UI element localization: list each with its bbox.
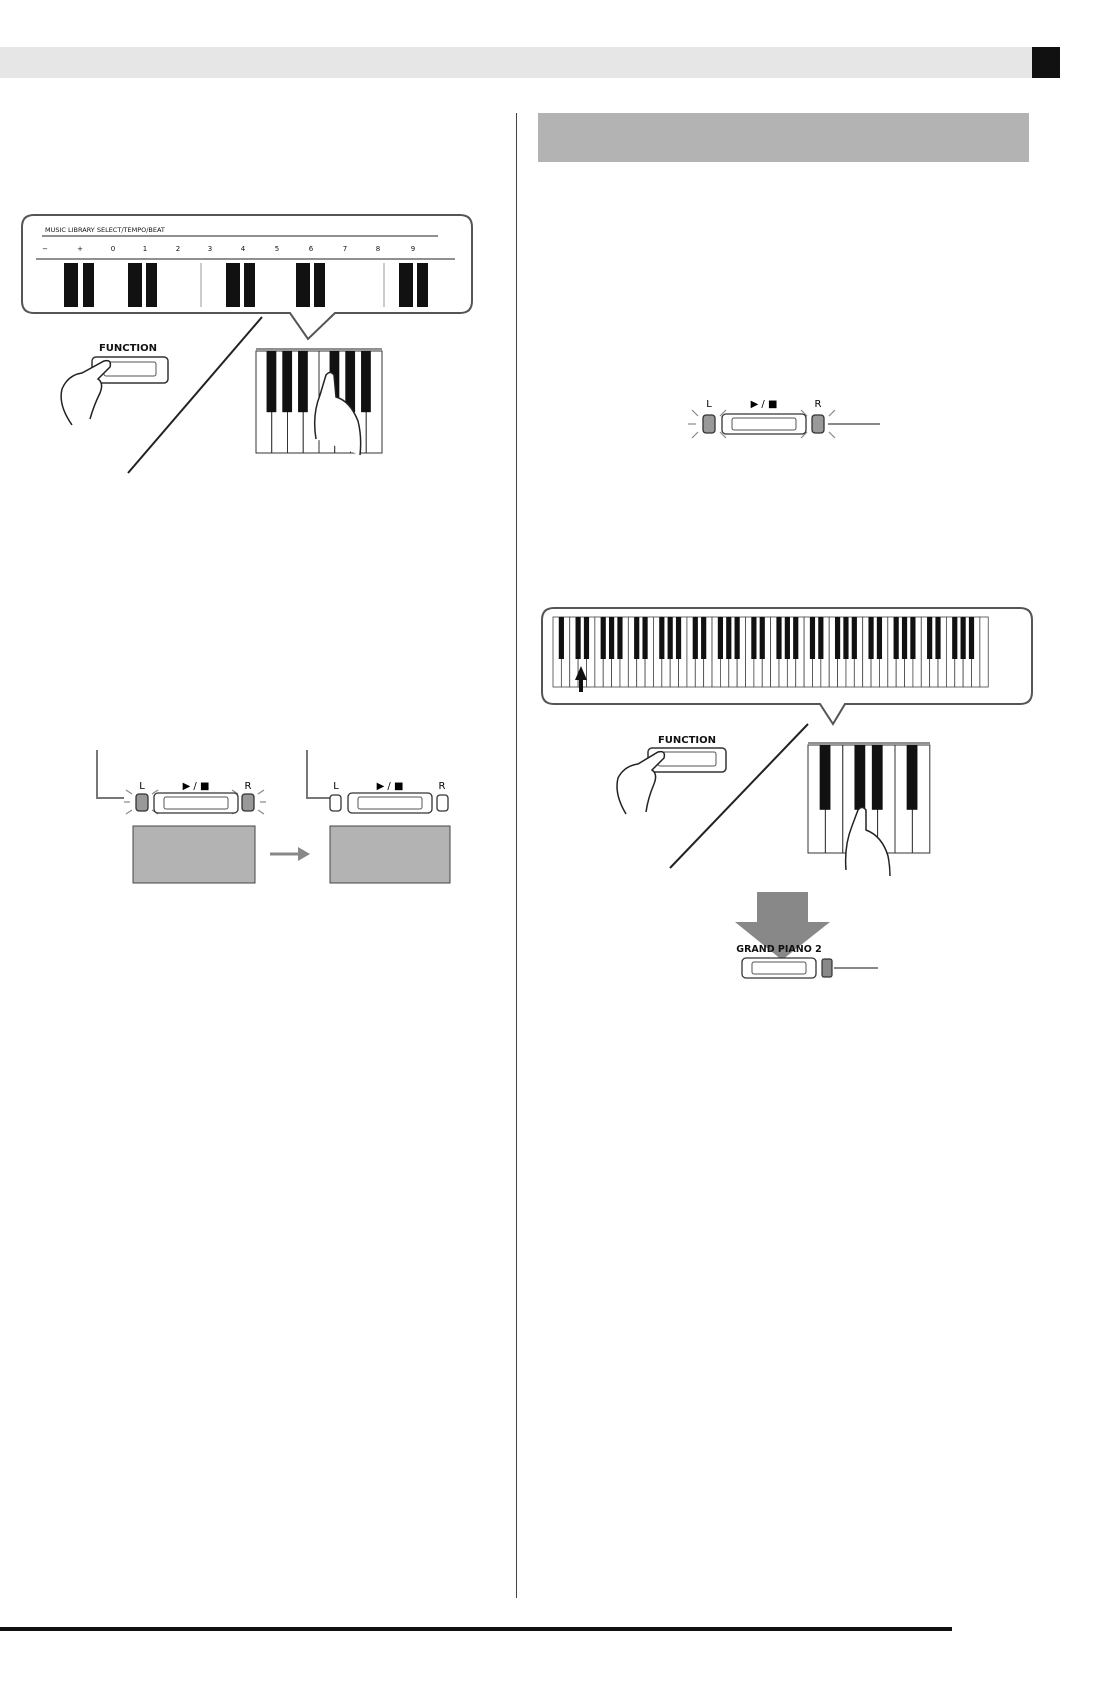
right-lamp (242, 794, 254, 811)
black-key (835, 617, 840, 659)
black-key (894, 617, 899, 659)
left-label: L (333, 781, 339, 792)
black-key (854, 745, 865, 810)
black-key (676, 617, 681, 659)
black-key (843, 617, 848, 659)
lr-blink-sequence (80, 740, 480, 890)
display-box-before (133, 826, 255, 883)
black-key (146, 263, 157, 307)
black-key (244, 263, 255, 307)
column-divider (516, 113, 517, 1598)
black-key (296, 263, 310, 307)
right-lamp (812, 415, 824, 433)
grand-piano-lamp (822, 959, 832, 977)
black-key (701, 617, 706, 659)
header-bar (0, 47, 1060, 78)
black-key (935, 617, 940, 659)
key-label: 7 (342, 245, 348, 253)
black-key (785, 617, 790, 659)
key-label: 0 (110, 245, 116, 253)
black-key (776, 617, 781, 659)
grand-piano-figure (730, 940, 910, 990)
black-key (64, 263, 78, 307)
key-label: 1 (142, 245, 148, 253)
black-key (361, 351, 371, 412)
black-key (584, 617, 589, 659)
black-key (852, 617, 857, 659)
right-label: R (438, 781, 446, 792)
black-key (718, 617, 723, 659)
black-key (226, 263, 240, 307)
grand-piano-label: GRAND PIANO 2 (736, 944, 822, 955)
black-key (907, 745, 918, 810)
left-lamp (136, 794, 148, 811)
black-key (576, 617, 581, 659)
left-lamp (330, 795, 341, 811)
black-key (760, 617, 765, 659)
black-key (751, 617, 756, 659)
left-label: L (139, 781, 145, 792)
black-key (961, 617, 966, 659)
black-key (910, 617, 915, 659)
black-key (793, 617, 798, 659)
black-key (559, 617, 564, 659)
key-label: 3 (207, 245, 213, 253)
header-marker (1032, 47, 1060, 78)
arrow-right-icon (298, 847, 310, 861)
right-label: R (244, 781, 252, 792)
black-key (83, 263, 94, 307)
hand-icon (61, 361, 110, 425)
key-label: 9 (410, 245, 416, 253)
black-key (282, 351, 292, 412)
hand-icon (617, 752, 664, 814)
left-lamp (703, 415, 715, 433)
function-button-label: FUNCTION (657, 735, 717, 746)
section-heading-band (538, 113, 1029, 162)
footer-rule (0, 1627, 952, 1631)
black-key (417, 263, 428, 307)
keyboard-panel-header: MUSIC LIBRARY SELECT/TEMPO/BEAT (45, 226, 165, 234)
display-box-after (330, 826, 450, 883)
black-key (634, 617, 639, 659)
black-key (952, 617, 957, 659)
right-label: R (814, 399, 822, 410)
black-key (314, 263, 325, 307)
black-key (820, 745, 831, 810)
key-label: 6 (308, 245, 314, 253)
function-keyboard-figure (0, 205, 500, 485)
black-key (868, 617, 873, 659)
black-key (601, 617, 606, 659)
black-key (726, 617, 731, 659)
key-label: 4 (240, 245, 246, 253)
black-key (877, 617, 882, 659)
black-key (902, 617, 907, 659)
left-label: L (706, 399, 712, 410)
key-label: 5 (274, 245, 280, 253)
play-stop-label: ▶ / ■ (182, 781, 210, 792)
right-lamp (437, 795, 448, 811)
key-label: 8 (375, 245, 381, 253)
black-key (298, 351, 308, 412)
black-key (668, 617, 673, 659)
black-key (818, 617, 823, 659)
black-key (927, 617, 932, 659)
black-key (872, 745, 883, 810)
play-stop-label: ▶ / ■ (376, 781, 404, 792)
play-stop-figure (680, 390, 900, 460)
black-key (810, 617, 815, 659)
function-button-label: FUNCTION (98, 343, 158, 354)
key-label: + (77, 245, 83, 253)
play-stop-label: ▶ / ■ (750, 399, 778, 410)
black-key (659, 617, 664, 659)
black-key (128, 263, 142, 307)
key-label: − (42, 245, 48, 253)
black-key (399, 263, 413, 307)
black-key (735, 617, 740, 659)
black-key (609, 617, 614, 659)
key-label: 2 (175, 245, 181, 253)
black-key (969, 617, 974, 659)
black-key (617, 617, 622, 659)
black-key (693, 617, 698, 659)
white-key (980, 617, 988, 687)
black-key (642, 617, 647, 659)
black-key (267, 351, 277, 412)
